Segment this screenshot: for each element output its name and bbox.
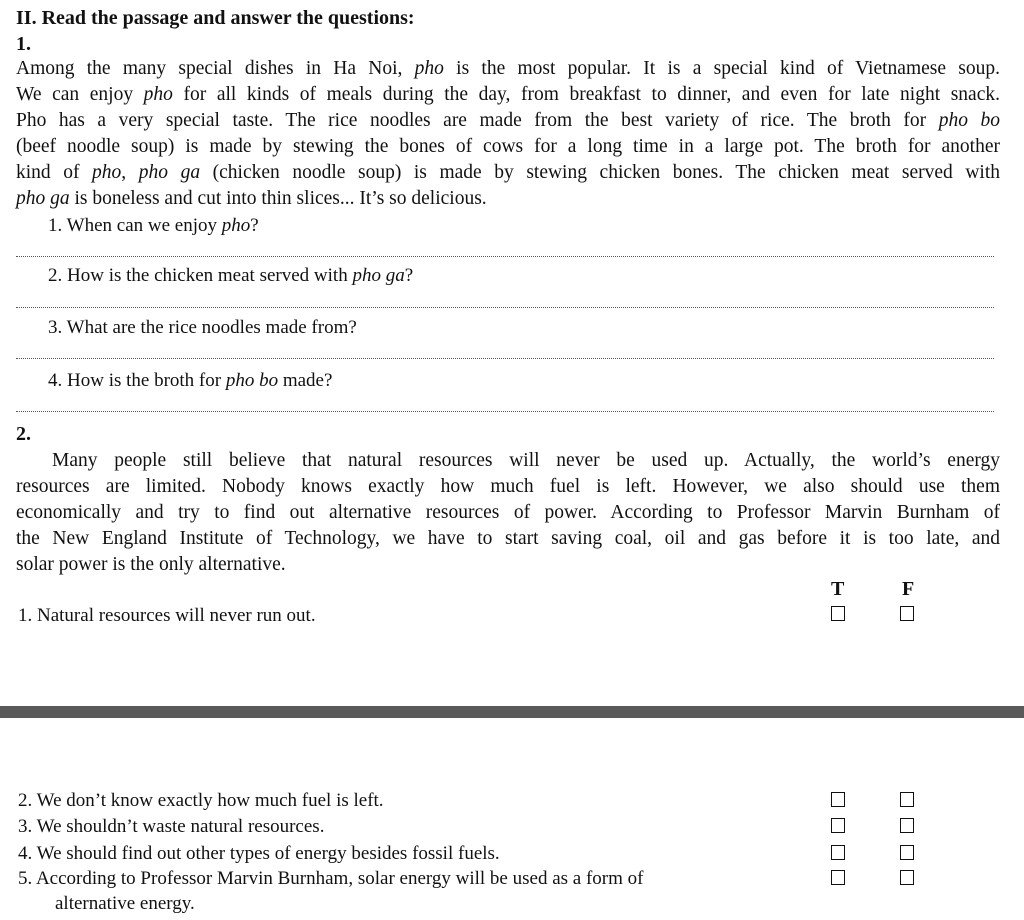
question-3: 3. What are the rice noodles made from? — [48, 317, 357, 338]
statement-4-true-checkbox[interactable] — [831, 845, 845, 860]
statement-2: 2. We don’t know exactly how much fuel is left. — [18, 790, 384, 811]
statement-1: 1. Natural resources will never run out. — [18, 605, 316, 626]
part2-passage — [16, 448, 1000, 578]
part1-passage-line: Among the many special dishes in Ha Noi, pho is the most popular. It is a special kind of Vietnamese soup. — [16, 58, 1000, 79]
part2-passage-line: solar power is the only alternative. — [16, 554, 286, 575]
part1-passage-line: Pho has a very special taste. The rice noodles are made from the best variety of rice. The broth for pho bo — [16, 110, 1000, 131]
page-break-band — [0, 706, 1024, 718]
part1-passage-line: pho ga is boneless and cut into thin slices... It’s so delicious. — [16, 188, 487, 209]
answer-line-2[interactable] — [16, 307, 994, 308]
section-title: II. Read the passage and answer the questions: — [16, 7, 415, 29]
statement-3: 3. We shouldn’t waste natural resources. — [18, 816, 325, 837]
statement-3-false-checkbox[interactable] — [900, 818, 914, 833]
true-column-header: T — [831, 578, 845, 600]
part2-passage-line: resources are limited. Nobody knows exactly how much fuel is left. However, we also should use them — [16, 476, 1000, 497]
statement-4-false-checkbox[interactable] — [900, 845, 914, 860]
statement-1-false-checkbox[interactable] — [900, 606, 914, 621]
part2-passage-line: economically and try to find out alternative resources of power. According to Professor Marvin Burnham of — [16, 502, 1000, 523]
top-edge — [0, 0, 1024, 2]
part1-number: 1. — [16, 33, 31, 55]
part1-passage-line: kind of pho, pho ga (chicken noodle soup) is made by stewing chicken bones. The chicken meat served with — [16, 162, 1001, 183]
statement-4: 4. We should find out other types of energy besides fossil fuels. — [18, 843, 500, 864]
question-1: 1. When can we enjoy pho? — [48, 215, 259, 236]
part1-passage-line: We can enjoy pho for all kinds of meals during the day, from breakfast to dinner, and even for late night snack. — [16, 84, 1000, 105]
statement-5-true-checkbox[interactable] — [831, 870, 845, 885]
statement-5-continued: alternative energy. — [55, 893, 195, 914]
false-column-header: F — [902, 578, 915, 600]
part1-passage — [16, 56, 1000, 212]
part2-passage-line: Many people still believe that natural resources will never be used up. Actually, the world’s energy — [52, 450, 1000, 471]
statement-2-false-checkbox[interactable] — [900, 792, 914, 807]
question-4: 4. How is the broth for pho bo made? — [48, 370, 333, 391]
statement-3-true-checkbox[interactable] — [831, 818, 845, 833]
statement-5-false-checkbox[interactable] — [900, 870, 914, 885]
statement-5: 5. According to Professor Marvin Burnham, solar energy will be used as a form of — [18, 868, 644, 889]
part1-passage-line: (beef noodle soup) is made by stewing the bones of cows for a long time in a large pot. The broth for another — [16, 136, 1000, 157]
answer-line-4[interactable] — [16, 411, 994, 412]
statement-1-true-checkbox[interactable] — [831, 606, 845, 621]
part2-number: 2. — [16, 423, 31, 445]
question-2: 2. How is the chicken meat served with pho ga? — [48, 265, 414, 286]
statement-2-true-checkbox[interactable] — [831, 792, 845, 807]
part2-passage-line: the New England Institute of Technology, we have to start saving coal, oil and gas before it is too late, and — [16, 528, 1000, 549]
answer-line-3[interactable] — [16, 358, 994, 359]
answer-line-1[interactable] — [16, 256, 994, 257]
